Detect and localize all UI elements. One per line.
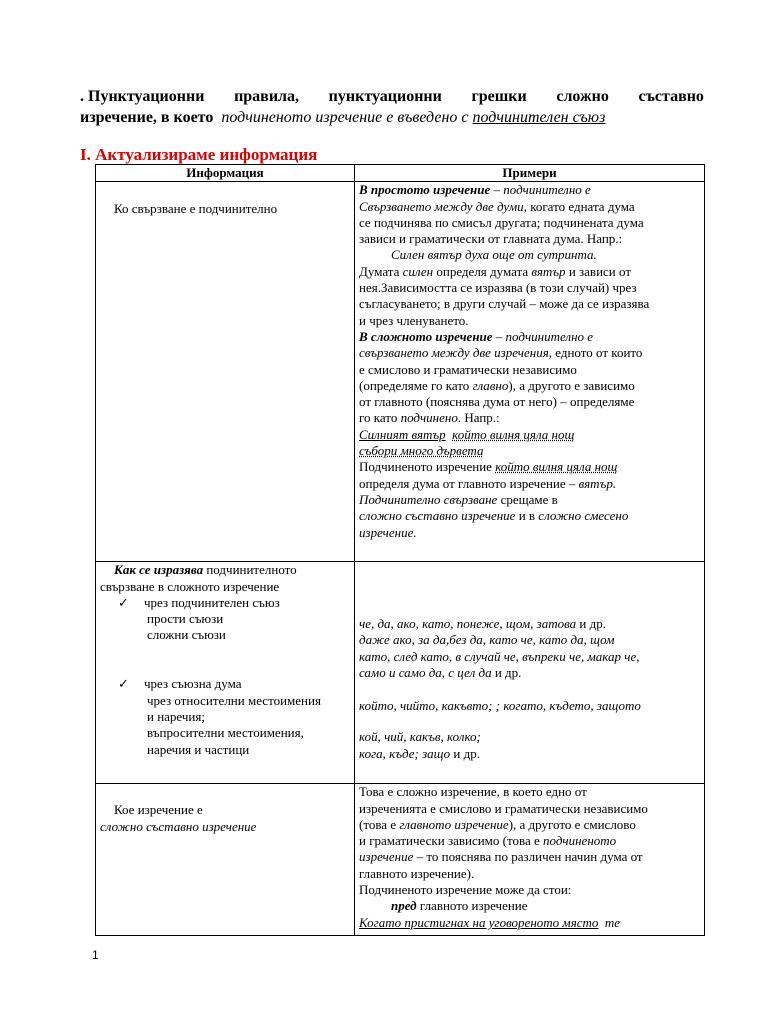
text-fragment [359,833,704,849]
text-fragment [391,898,417,913]
row1-info-cell [96,182,355,562]
row1-left-text: Ко свързване е подчинително [114,201,278,217]
table-row [96,784,705,936]
text-fragment: , когато едната дума [523,198,635,214]
title-word: съставно [638,88,704,105]
text-fragment [359,443,704,459]
row1-examples-cell [355,182,705,562]
text-fragment [359,182,490,197]
page-number: 1 [92,948,99,962]
text-fragment [359,849,704,865]
checkmark-icon: ✓ [118,594,129,610]
text-fragment: и зависи от [565,263,632,279]
text-fragment [359,329,704,345]
text-fragment: Когато пристигнах на уговореното място [359,914,599,930]
text-fragment: . Напр.: [457,410,500,426]
text-fragment [100,660,354,676]
text-fragment: свързването между две изречения [359,345,549,361]
text-fragment: като, след като, в случай че, въпреки че, макар че, [359,648,640,664]
text-fragment [359,665,704,681]
section-heading: I. Актуализираме информация [80,145,318,164]
text-fragment [359,476,704,492]
text-fragment: който вилня цяла нощ [452,426,575,442]
column-header-info: Информация [96,165,355,182]
text-fragment: вятър. [578,475,617,491]
checkmark-icon: ✓ [118,676,129,692]
text-fragment: главното изречение). [359,865,475,881]
text-fragment: сложни съюзи [147,627,226,643]
text-fragment: Свързването между две думи [359,198,524,214]
text-fragment [359,579,704,595]
title-underlined-part: подчинителен съюз [472,109,606,126]
text-fragment: Силният вятър [359,426,446,442]
text-fragment: определя дума от главното изречение – [359,475,579,491]
text-fragment: чрез подчинителен съюз [144,594,280,610]
text-fragment [100,676,354,692]
text-fragment: който, чийто, какъвто; ; когато, където, защото [359,697,641,713]
text-fragment: сложно смесено [538,508,629,524]
text-fragment: прости съюзи [147,611,224,627]
title-line-2 [80,107,704,128]
text-fragment: нея.Зависимостта се изразява (в този случай) чрез [359,280,637,296]
text-fragment [100,595,354,611]
text-fragment: че, да, ако, като, понеже, щом, затова [359,616,577,632]
text-fragment: и др. [491,665,522,681]
text-fragment: – подчинително е [490,182,591,198]
text-fragment: Това е сложно изречение, в което едно от [359,784,587,800]
text-fragment: (определяме го като [359,377,473,393]
text-fragment [359,746,704,762]
title-word: сложно [556,88,609,105]
text-fragment: Подчинително свързване [359,491,498,507]
text-fragment [359,616,704,632]
text-fragment: ), а другото е смислово [508,816,636,832]
text-fragment: главното изречение [399,816,509,832]
text-fragment [359,329,493,344]
text-fragment [359,898,704,914]
text-fragment: и др. [576,616,606,632]
text-fragment: вятър [531,263,566,279]
text-fragment [359,247,704,263]
text-fragment [359,649,704,665]
text-fragment: Силен вятър духа още от сутринта. [391,247,597,263]
text-fragment: Думата [359,263,403,279]
text-fragment: – подчинително е [492,328,594,344]
text-fragment: ), а другото е зависимо [508,377,635,393]
text-fragment: въпросителни местоимения, [147,725,304,741]
text-fragment: Подчиненото изречение може да стои: [359,882,572,898]
text-fragment: който вилня цяла нощ [495,459,618,475]
column-header-examples: Примери [355,165,705,182]
text-fragment: и граматически зависимо (това е [359,833,543,849]
text-fragment [359,817,704,833]
text-fragment: подчинителното [203,562,297,578]
info-table [95,164,705,936]
text-fragment: В простото изречение [359,182,491,198]
text-fragment: главното изречение [416,898,528,914]
text-fragment: и в [515,508,539,524]
text-fragment [100,819,354,835]
text-fragment: даже ако, за да,без да, като че, като да, щом [359,632,615,648]
text-fragment [100,562,354,578]
text-fragment [359,378,704,394]
text-fragment: съгласуването; в други случай – може да се изразява [359,296,650,312]
title-word: грешки [471,88,527,105]
text-fragment [359,410,704,426]
text-fragment [359,595,704,611]
text-fragment: подчинено [400,410,458,426]
text-fragment: свързване в сложното изречение [100,578,280,594]
text-fragment [359,915,704,931]
title-word: правила, [234,88,300,105]
text-fragment: чрез относителни местоимения [147,692,321,708]
text-fragment: го като [359,410,401,426]
text-fragment [114,562,203,577]
text-fragment: кога, къде; защо [359,745,451,761]
text-fragment [359,562,704,578]
text-fragment: изреченията е смислово и граматически независимо [359,800,648,816]
title-italic-part: подчиненото изречение е въведено с [221,109,469,126]
row2-info-cell [96,562,355,784]
text-fragment: подчиненото [543,833,617,849]
text-fragment [359,345,704,361]
text-fragment [359,681,704,697]
text-fragment [359,264,704,280]
table-row [96,562,705,784]
title-line-1 [80,86,704,107]
text-fragment: силен [402,263,434,279]
text-fragment: зависи и граматически от главната дума. Напр.: [359,231,623,247]
text-fragment: е смислово и граматически независимо [359,361,577,377]
text-fragment: пред [391,898,417,914]
text-fragment [359,729,704,745]
text-fragment [359,632,704,648]
text-fragment: те [604,914,621,930]
text-fragment: главно [472,377,509,393]
title-word: . Пунктуационни [80,88,205,105]
text-fragment: и чрез членуването. [359,312,469,328]
row3-info-cell [96,784,355,936]
text-fragment [359,714,704,730]
text-fragment: наречия и частици [147,741,250,757]
text-fragment [359,698,704,714]
document-title [80,86,704,128]
text-fragment [359,427,704,443]
text-fragment: В сложното изречение [359,328,493,344]
text-fragment: събори много дървета [359,443,484,459]
text-fragment [359,459,704,475]
text-fragment: сложно съставно изречение [359,508,516,524]
title-bold-part: изречение, в което [80,109,214,126]
text-fragment: кой, чий, какъв, колко; [359,729,481,745]
text-fragment [359,199,704,215]
table-row [96,182,705,562]
text-fragment: (това е [359,816,400,832]
text-fragment: определя думата [433,263,532,279]
text-fragment: Кое изречение е [114,802,203,818]
text-fragment [359,492,704,508]
row3-examples-cell [355,784,705,936]
text-fragment: изречение. [359,524,417,540]
text-fragment: се подчинява по смисъл другата; подчинената дума [359,214,644,230]
text-fragment: сложно съставно изречение [100,818,257,834]
text-fragment: Как се изразява [114,562,204,578]
text-fragment: от главното (пояснява дума от него) – определяме [359,394,635,410]
text-fragment [359,182,704,198]
text-fragment: и др. [450,745,480,761]
title-word: пунктуационни [328,88,442,105]
text-fragment [359,525,704,541]
text-fragment: само и само да, с цел да [359,665,492,681]
text-fragment: – то пояснява по различен начин дума от [413,849,643,865]
text-fragment [100,644,354,660]
text-fragment: Подчиненото изречение [359,459,496,475]
table-header-row [96,165,705,182]
text-fragment: изречение [359,849,414,865]
text-fragment: и наречия; [147,708,205,724]
text-fragment [359,508,704,524]
row2-examples-cell [355,562,705,784]
text-fragment: чрез съюзна дума [144,676,242,692]
text-fragment: , едното от които [548,345,643,361]
text-fragment: срещаме в [497,491,558,507]
